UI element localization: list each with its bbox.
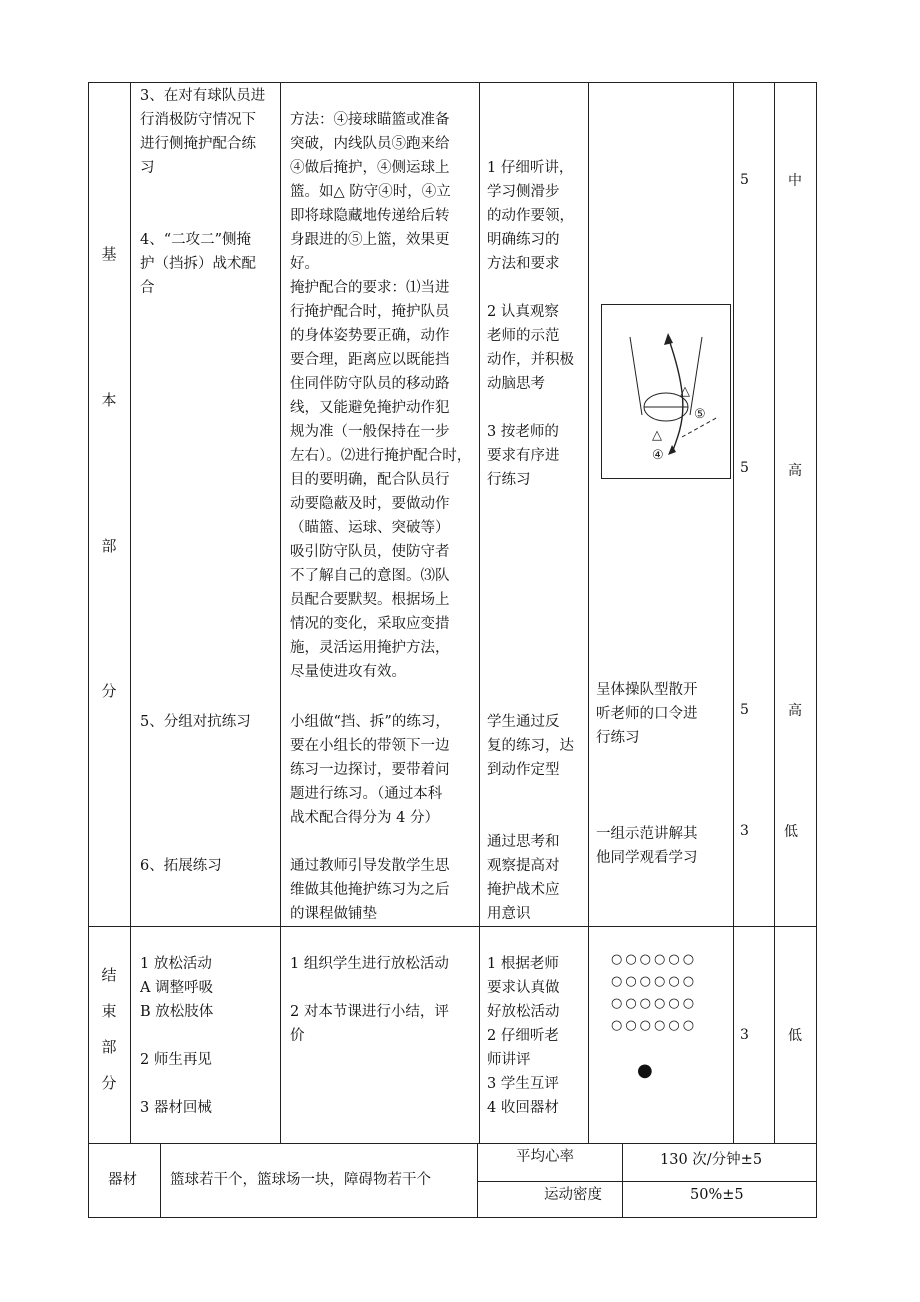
lane-left-line [630,337,642,415]
main-student-1: 1 仔细听讲， 学习侧滑步 的动作要领， 明确练习的 方法和要求 2 认真观察 老师的示范 动作，并积极 动脑思考 3 按老师的 要求有序进 行练习 [487,160,574,488]
main-method-2: 小组做“挡、拆”的练习， 要在小组长的带领下一边 练习一边探讨，要带着问 题进行练习。（通过本科 战术配合得分为 4 分） 通过教师引导发散学生思 维做其他掩护练习为之后 的课程做铺垫 [290,714,450,922]
main-end-divider [88,926,817,927]
load-times-2: 5 [740,460,749,476]
col-divider-3 [479,82,480,1143]
dribble-arrowhead [664,333,673,345]
player-5: ⑤ [694,407,706,422]
end-times: 3 [740,1027,749,1043]
end-formation: ○○○○○○ ○○○○○○ ○○○○○○ ○○○○○○ [611,952,698,1033]
col-divider-6 [774,82,775,1143]
end-section-label-char-1: 结 [101,966,117,984]
load-times-3: 5 [740,702,749,718]
end-method: 1 组织学生进行放松活动 2 对本节课进行小结，评 价 [290,956,449,1044]
load-intensity-3: 高 [788,703,802,719]
footer-col-divider-3 [622,1143,623,1218]
load-intensity-4: 低 [784,824,798,840]
defender-b: △ [652,428,662,443]
main-section-label-char-2: 本 [101,391,117,409]
end-content: 1 放松活动 A 调整呼吸 B 放松肢体 2 师生再见 3 器材回械 [140,956,214,1116]
equipment-label: 器材 [108,1172,137,1188]
end-intensity: 低 [788,1028,802,1044]
col-divider-5 [733,82,734,1143]
footer-col-divider-2 [477,1143,478,1218]
court-diagram-svg [602,305,730,478]
end-footer-divider [88,1143,817,1144]
main-organize-2: 呈体操队型散开 听老师的口令进 行练习 一组示范讲解其 他同学观看学习 [596,682,698,866]
table-left-border [88,82,89,1218]
main-student-2: 学生通过反 复的练习，达 到动作定型 通过思考和 观察提高对 掩护战术应 用意识 [487,714,574,922]
main-method-1: 方法：④接球瞄篮或准备 突破，内线队员⑤跑来给 ④做后掩护，④侧运球上 篮。如△ 防守④时，④立 即将球隐藏地传递给后转 身跟进的⑤上篮，效果更 好。 掩护配合的要求：⑴当进 行掩护配合时，掩护队员 的身体姿势要正确，动作 要合理，距离应以既能挡 住同伴防守队员的移动路 线，又能避免掩护动作犯 规为准（一般保持在一步 左右）。⑵进行掩护配合时， 目的要明确，配合队员行 动要隐蔽及时，要做动作 （瞄篮、运球、突破等） 吸引防守队员，使防守者 不了解自己的意图。⑶队 员配合要默契。根据场上 情况的变化，采取应变措 施，灵活运用掩护方法， 尽量使进攻有效。 [290,112,472,680]
court-diagram [601,304,731,479]
defender-a: △ [680,384,690,399]
end-section-label-char-4: 分 [101,1074,117,1092]
table-bottom-border [88,1217,817,1218]
load-times-4: 3 [740,823,749,839]
load-times-1: 5 [740,172,749,188]
col-divider-4 [588,82,589,1143]
col-divider-2 [280,82,281,1143]
main-section-label-char-3: 部 [101,537,117,555]
end-student: 1 根据老师 要求认真做 好放松活动 2 仔细听老 师讲评 3 学生互评 4 收回器材 [487,956,560,1116]
heart-rate-value: 130 次/分钟±5 [660,1152,763,1168]
end-section-label-char-2: 束 [101,1002,117,1020]
load-intensity-2: 高 [788,463,802,479]
end-section-label-char-3: 部 [101,1038,117,1056]
density-label: 运动密度 [544,1187,602,1203]
footer-middle-divider [477,1181,817,1182]
main-content-2: 5、分组对抗练习 6、拓展练习 [140,714,251,874]
density-value: 50%±5 [690,1187,744,1203]
load-intensity-1: 中 [788,173,802,189]
col-divider-1 [130,82,131,1143]
heart-rate-label: 平均心率 [516,1149,574,1165]
table-right-border [816,82,817,1218]
equipment-value: 篮球若干个，篮球场一块，障碍物若干个 [170,1172,431,1188]
main-content-1: 3、在对有球队员进 行消极防守情况下 进行侧掩护配合练 习 4、“二攻二”侧掩 护（挡拆）战术配 合 [140,88,266,296]
main-section-label-char-4: 分 [101,682,117,700]
main-section-label-char-1: 基 [101,245,117,263]
footer-col-divider-1 [160,1143,161,1218]
lane-right-line [690,337,702,415]
player-4: ④ [652,448,664,463]
teacher-marker: ● [637,1060,653,1081]
table-top-border [88,82,817,83]
